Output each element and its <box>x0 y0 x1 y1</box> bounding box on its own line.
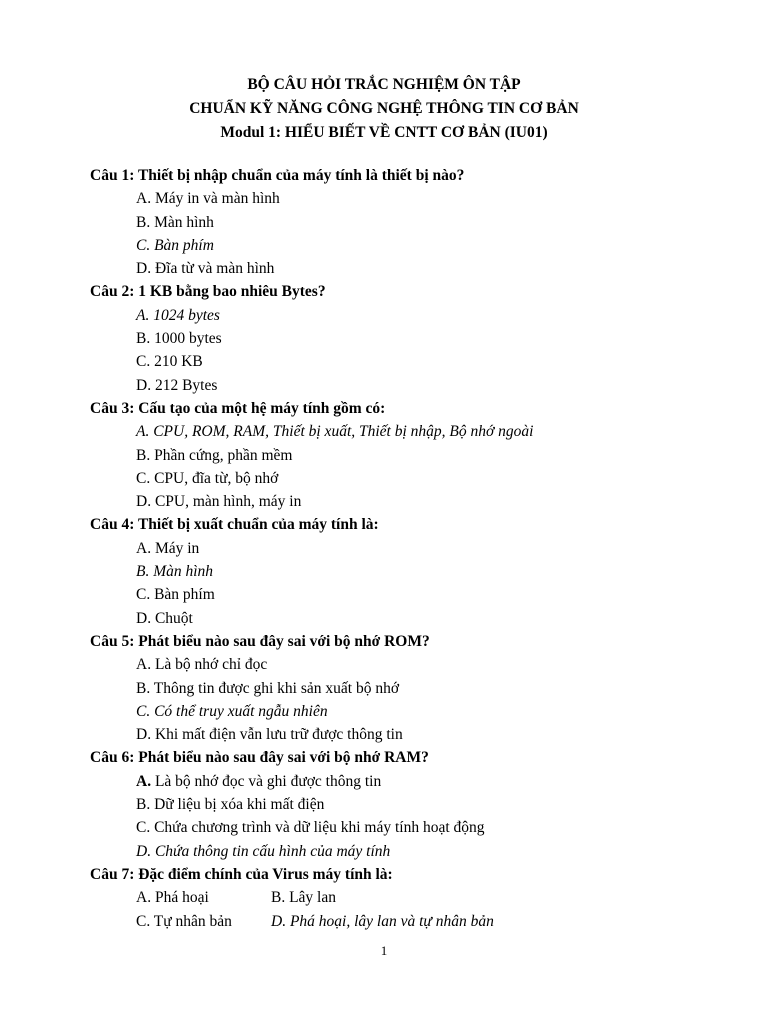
answer-option-correct: A. CPU, ROM, RAM, Thiết bị xuất, Thiết bị nhập, Bộ nhớ ngoài <box>136 423 534 441</box>
question-title: Câu 6: Phát biểu nào sau đây sai với bộ nhớ RAM? <box>90 749 429 767</box>
answer-option: A. Là bộ nhớ chỉ đọc <box>136 656 268 674</box>
question-title: Câu 5: Phát biểu nào sau đây sai với bộ nhớ ROM? <box>90 632 430 650</box>
answer-option-correct: D. Chứa thông tin cấu hình của máy tính <box>136 842 391 860</box>
answer-option: D. 212 Bytes <box>136 376 218 394</box>
header-title-line-2: CHUẨN KỸ NĂNG CÔNG NGHỆ THÔNG TIN CƠ BẢN <box>189 100 579 117</box>
answer-option: A. Máy in <box>136 539 200 557</box>
answer-option-correct: C. Bàn phím <box>136 236 214 254</box>
answer-option-correct: C. Có thể truy xuất ngẫu nhiên <box>136 702 328 720</box>
answer-option-row <box>90 886 730 909</box>
answer-option: B. Phần cứng, phần mềm <box>136 446 293 464</box>
header-module-title: Modul 1: HIỂU BIẾT VỀ CNTT CƠ BẢN (IU01) <box>220 124 548 141</box>
question-5 <box>90 630 730 746</box>
question-4 <box>90 513 730 629</box>
answer-option-letter: A. <box>136 772 152 790</box>
answer-option: C. Chứa chương trình và dữ liệu khi máy tính hoạt động <box>136 819 485 837</box>
question-title: Câu 7: Đặc điểm chính của Virus máy tính là: <box>90 865 393 883</box>
answer-option-correct: B. Màn hình <box>136 563 214 581</box>
answer-option: D. Đĩa từ và màn hình <box>136 260 275 278</box>
answer-option: B. Dữ liệu bị xóa khi mất điện <box>136 796 325 814</box>
answer-option-text: Là bộ nhớ đọc và ghi được thông tin <box>151 772 382 790</box>
question-title: Câu 1: Thiết bị nhập chuẩn của máy tính là thiết bị nào? <box>90 167 465 184</box>
question-title: Câu 4: Thiết bị xuất chuẩn của máy tính là: <box>90 516 379 534</box>
answer-option: C. CPU, đĩa từ, bộ nhớ <box>136 469 279 487</box>
question-list <box>90 164 730 933</box>
answer-option: D. CPU, màn hình, máy in <box>136 493 302 511</box>
answer-option: B. Màn hình <box>136 213 214 231</box>
answer-option <box>90 770 730 793</box>
answer-option: C. Bàn phím <box>136 586 215 604</box>
answer-option: D. Khi mất điện vẫn lưu trữ được thông tin <box>136 726 403 744</box>
answer-option-row <box>90 910 730 933</box>
answer-option: B. 1000 bytes <box>136 330 222 348</box>
answer-option: C. 210 KB <box>136 353 203 371</box>
answer-option: B. Thông tin được ghi khi sản xuất bộ nhớ <box>136 679 400 697</box>
answer-option: D. Chuột <box>136 609 193 627</box>
question-3 <box>90 397 730 513</box>
page-number: 1 <box>380 943 388 958</box>
answer-option: A. Máy in và màn hình <box>136 190 280 208</box>
answer-option: A. Phá hoại <box>136 889 209 907</box>
answer-option-correct: D. Phá hoại, lây lan và tự nhân bản <box>271 912 494 930</box>
question-1 <box>90 164 730 280</box>
question-title: Câu 2: 1 KB bằng bao nhiêu Bytes? <box>90 283 326 301</box>
header-title-line-1: BỘ CÂU HỎI TRẮC NGHIỆM ÔN TẬP <box>247 76 521 93</box>
answer-option-correct: A. 1024 bytes <box>136 306 220 324</box>
document-header <box>0 73 768 145</box>
answer-option: B. Lây lan <box>271 889 336 907</box>
question-7 <box>90 863 730 933</box>
question-2 <box>90 280 730 396</box>
answer-option: C. Tự nhân bản <box>136 912 232 930</box>
question-title: Câu 3: Cấu tạo của một hệ máy tính gồm có: <box>90 399 386 417</box>
question-6 <box>90 746 730 862</box>
